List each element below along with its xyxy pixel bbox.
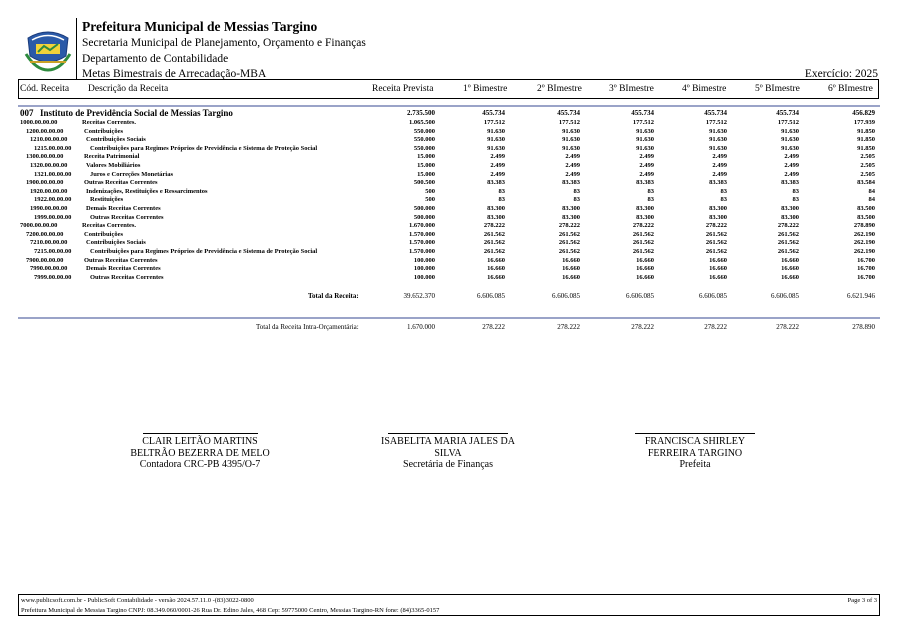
row-value: 16.660 [562,265,580,273]
institution-value: 456.829 [852,109,875,117]
row-value: 83.584 [857,179,875,187]
intra-total-label: Total da Receita Intra-Orçamentária: [256,323,359,331]
signature-name: FRANCISCA SHIRLEY FERREIRA TARGINO [644,436,746,459]
row-value: 83.300 [636,213,654,221]
row-description: Valores Mobiliários [86,162,141,169]
row-value: 83.300 [781,213,799,221]
signature-name: CLAIR LEITÃO MARTINS BELTRÃO BEZERRA DE MELO [130,436,270,459]
row-value: 16.660 [487,273,505,281]
row-value: 83 [792,187,799,195]
row-value: 261.562 [705,239,727,247]
col-descricao: Descrição da Receita [88,84,169,94]
col-bimestre-6: 6º BImestre [828,84,873,94]
row-value: 83.383 [636,179,654,187]
row-value: 16.660 [709,273,727,281]
row-description: Outras Receitas Correntes [90,213,164,221]
signature-role: Secretária de Finanças [403,459,493,470]
row-value: 16.660 [562,273,580,281]
row-value: 177.939 [853,119,875,126]
table-row [0,128,900,135]
table-row [0,214,900,221]
table-row [0,136,900,143]
row-value: 2.505 [860,153,875,161]
row-value: 15.000 [417,153,435,161]
row-value: 278.222 [632,222,654,230]
institution-value: 455.734 [631,109,654,117]
signature-role: Prefeita [679,459,711,470]
table-row [0,171,900,178]
row-value: 1.570.000 [409,248,435,255]
row-value: 2.499 [712,153,727,161]
row-code: 7200.00.00.00 [26,230,64,238]
signature-contadora [130,436,270,471]
exercicio-year: Exercício: 2025 [804,68,878,80]
row-value: 83 [573,187,580,195]
row-value: 83.300 [562,213,580,221]
row-description: Contribuições Sociais [86,136,146,144]
row-code: 1300.00.00.00 [26,153,64,161]
table-row [0,248,900,255]
row-code: 1000.00.00.00 [20,119,58,126]
row-value: 91.630 [781,144,799,152]
row-value: 91.630 [781,136,799,144]
row-code: 1922.00.00.00 [34,196,72,204]
row-value: 261.562 [632,239,654,247]
row-value: 83.300 [709,205,727,212]
table-row [0,265,900,272]
row-value: 16.700 [857,256,875,264]
page-footer [18,594,880,616]
row-value: 500 [425,196,435,204]
row-value: 15.000 [417,170,435,178]
row-description: Juros e Correções Monetárias [90,170,173,178]
row-value: 91.630 [562,127,580,135]
row-value: 261.562 [558,248,580,255]
row-value: 83 [720,196,727,204]
row-value: 261.562 [705,248,727,255]
row-value: 16.660 [562,256,580,264]
row-code: 1200.00.00.00 [26,127,64,135]
row-description: Demais Receitas Correntes [86,205,161,212]
row-value: 2.499 [565,170,580,178]
row-value: 2.499 [490,170,505,178]
row-value: 278.222 [777,222,799,230]
row-code: 1320.00.00.00 [30,162,68,169]
row-value: 2.499 [784,170,799,178]
row-value: 2.499 [565,153,580,161]
row-value: 83 [647,196,654,204]
row-value: 2.499 [712,170,727,178]
row-description: Contribuições [84,230,123,238]
signature-line [388,433,508,434]
table-row [0,274,900,281]
signature-role: Contadora CRC-PB 4395/O-7 [139,459,261,470]
row-value: 83.383 [781,179,799,187]
row-description: Demais Receitas Correntes [86,265,161,273]
row-value: 83.300 [562,205,580,212]
row-value: 2.499 [639,153,654,161]
row-value: 262.190 [853,239,875,247]
row-value: 261.562 [483,239,505,247]
row-value: 16.660 [709,256,727,264]
institution-value: 2.735.500 [407,109,435,117]
row-code: 7215.00.00.00 [34,248,72,255]
row-description: Receitas Correntes. [82,222,137,230]
row-value: 16.700 [857,265,875,273]
row-value: 2.499 [490,153,505,161]
institution-value: 455.734 [704,109,727,117]
col-bimestre-5: 5º BImestre [755,84,800,94]
row-value: 83.300 [636,205,654,212]
row-value: 1.670.000 [409,222,435,230]
row-value: 91.630 [487,144,505,152]
row-code: 7900.00.00.00 [26,256,64,264]
row-value: 261.562 [558,239,580,247]
row-value: 91.850 [857,127,875,135]
row-value: 16.660 [636,265,654,273]
row-value: 550.000 [413,136,435,144]
intra-total-value: 278.222 [776,323,799,331]
total-value: 6.606.085 [699,292,727,300]
row-value: 83.300 [487,213,505,221]
row-value: 83 [498,187,505,195]
table-row [0,222,900,229]
row-code: 1321.00.00.00 [34,170,72,178]
row-value: 84 [868,187,875,195]
row-value: 83.300 [487,205,505,212]
row-description: Receita Patrimonial [84,153,140,161]
row-description: Outras Receitas Correntes [84,179,158,187]
row-value: 2.499 [784,162,799,169]
table-row [0,231,900,238]
table-row [0,145,900,152]
row-value: 83.383 [487,179,505,187]
row-value: 91.630 [709,136,727,144]
intra-total-value: 278.222 [631,323,654,331]
institution-name: Instituto de Previdência Social de Messias Targino [40,108,233,118]
row-value: 91.630 [562,136,580,144]
table-row [0,196,900,203]
row-value: 83.383 [709,179,727,187]
row-value: 550.000 [413,127,435,135]
row-value: 261.562 [705,230,727,238]
signature-secretaria [378,436,518,471]
coat-of-arms-logo [22,24,74,74]
row-value: 91.630 [709,127,727,135]
table-row [0,205,900,212]
table-row [0,188,900,195]
intra-total-value: 1.670.000 [407,323,435,331]
row-value: 91.630 [487,127,505,135]
total-value: 6.606.085 [552,292,580,300]
row-value: 2.505 [860,162,875,169]
row-value: 550.000 [413,144,435,152]
footer-address: Prefeitura Municipal de Messias Targino CNPJ: 08.349.060/0001-26 Rua Dr. Edino Jales, 468 Cep: 59775000 Centro, Messias Targino-RN fone: (84)3365-0157 [21,607,440,614]
total-value: 39.652.370 [403,292,435,300]
page-number: Page 3 of 3 [847,597,877,604]
intra-total-row [0,323,900,333]
row-code: 1215.00.00.00 [34,144,72,152]
row-value: 278.890 [853,222,875,230]
row-value: 1.570.000 [409,230,435,238]
col-receita-prevista: Receita Prevista [372,84,434,94]
row-value: 83 [498,196,505,204]
institution-code: 007 [20,108,34,118]
row-value: 278.222 [705,222,727,230]
row-value: 83.500 [857,213,875,221]
row-value: 261.562 [632,248,654,255]
intra-total-value: 278.890 [852,323,875,331]
col-bimestre-3: 3º BImestre [609,84,654,94]
row-value: 91.630 [781,127,799,135]
row-value: 2.499 [639,162,654,169]
row-value: 500.500 [413,179,435,187]
row-value: 500.000 [413,213,435,221]
row-description: Restituições [90,196,124,204]
row-value: 83 [720,187,727,195]
row-code: 1999.00.00.00 [34,213,72,221]
signature-name: ISABELITA MARIA JALES DA SILVA [381,436,515,459]
row-value: 91.850 [857,136,875,144]
row-description: Receitas Correntes. [82,119,137,126]
row-value: 83.383 [562,179,580,187]
row-value: 177.512 [777,119,799,126]
row-value: 262.190 [853,248,875,255]
row-value: 2.499 [490,162,505,169]
row-value: 1.065.500 [409,119,435,126]
row-value: 261.562 [483,248,505,255]
row-value: 15.000 [417,162,435,169]
report-title: Metas Bimestrais de Arrecadação-MBA [82,68,267,80]
row-value: 261.562 [777,239,799,247]
row-value: 83 [647,187,654,195]
row-value: 262.190 [853,230,875,238]
row-description: Indenizações, Restituições e Ressarcimentos [86,187,208,195]
intra-total-value: 278.222 [482,323,505,331]
row-value: 91.630 [562,144,580,152]
table-row [0,239,900,246]
row-value: 500.000 [413,205,435,212]
row-value: 84 [868,196,875,204]
row-value: 2.499 [712,162,727,169]
row-description: Contribuições Sociais [86,239,146,247]
row-value: 16.660 [487,256,505,264]
row-value: 261.562 [777,230,799,238]
row-value: 83.500 [857,205,875,212]
row-value: 91.850 [857,144,875,152]
row-value: 177.512 [558,119,580,126]
col-bimestre-1: 1º Bimestre [463,84,508,94]
intra-total-value: 278.222 [557,323,580,331]
row-description: Contribuições [84,127,123,135]
table-row [0,153,900,160]
row-value: 91.630 [636,136,654,144]
total-value: 6.606.085 [771,292,799,300]
row-code: 1990.00.00.00 [30,205,68,212]
separator-bottom [18,317,880,319]
row-value: 100.000 [413,265,435,273]
col-bimestre-2: 2º BImestre [537,84,582,94]
row-value: 16.660 [636,273,654,281]
signature-prefeita [625,436,765,471]
row-value: 91.630 [636,144,654,152]
footer-software-info: www.publicsoft.com.br - PublicSoft Contabilidade - versão 2024.57.11.0 -(83)3022-0800 [21,597,254,604]
row-value: 91.630 [636,127,654,135]
institution-value: 455.734 [776,109,799,117]
row-description: Outras Receitas Correntes [90,273,164,281]
table-row [0,162,900,169]
table-row [0,179,900,186]
row-value: 261.562 [632,230,654,238]
total-value: 6.621.946 [847,292,875,300]
row-value: 91.630 [709,144,727,152]
row-value: 2.499 [639,170,654,178]
row-value: 1.570.000 [409,239,435,247]
row-code: 1900.00.00.00 [26,179,64,187]
row-value: 16.660 [709,265,727,273]
total-value: 6.606.085 [626,292,654,300]
row-value: 83 [573,196,580,204]
row-value: 83.300 [781,205,799,212]
row-description: Contribuições para Regimes Próprios de Previdência e Sistema de Proteção Social [90,248,318,255]
row-value: 2.505 [860,170,875,178]
departamento-name: Departamento de Contabilidade [82,53,229,65]
row-code: 1210.00.00.00 [30,136,68,144]
institution-value: 455.734 [482,109,505,117]
row-value: 16.660 [487,265,505,273]
institution-row [0,108,900,118]
row-value: 278.222 [483,222,505,230]
row-code: 7000.00.00.00 [20,222,58,230]
row-code: 7210.00.00.00 [30,239,68,247]
row-value: 91.630 [487,136,505,144]
signature-line [143,433,258,434]
row-code: 7999.00.00.00 [34,273,72,281]
row-value: 16.660 [636,256,654,264]
row-value: 100.000 [413,273,435,281]
row-value: 2.499 [784,153,799,161]
row-code: 1920.00.00.00 [30,187,68,195]
col-bimestre-4: 4º Bimestre [682,84,727,94]
row-value: 83 [792,196,799,204]
page-title: Prefeitura Municipal de Messias Targino [82,19,318,34]
row-value: 83.300 [709,213,727,221]
row-value: 278.222 [558,222,580,230]
row-value: 16.660 [781,265,799,273]
row-value: 177.512 [705,119,727,126]
row-value: 261.562 [483,230,505,238]
row-value: 16.660 [781,273,799,281]
row-value: 100.000 [413,256,435,264]
intra-total-value: 278.222 [704,323,727,331]
col-cod-receita: Cód. Receita [20,84,70,94]
signature-line [635,433,755,434]
row-value: 261.562 [777,248,799,255]
total-label: Total da Receita: [308,292,359,300]
row-value: 177.512 [483,119,505,126]
secretaria-name: Secretaria Municipal de Planejamento, Orçamento e Finanças [82,37,366,49]
row-description: Contribuições para Regimes Próprios de Previdência e Sistema de Proteção Social [90,144,318,152]
row-code: 7990.00.00.00 [30,265,68,273]
table-row [0,257,900,264]
total-value: 6.606.085 [477,292,505,300]
total-row [0,292,900,302]
separator-top [18,105,880,107]
row-value: 261.562 [558,230,580,238]
row-value: 177.512 [632,119,654,126]
row-value: 500 [425,187,435,195]
row-value: 16.700 [857,273,875,281]
header-divider [76,18,77,80]
row-value: 2.499 [565,162,580,169]
row-value: 16.660 [781,256,799,264]
institution-value: 455.734 [557,109,580,117]
row-description: Outras Receitas Correntes [84,256,158,264]
table-row [0,119,900,126]
